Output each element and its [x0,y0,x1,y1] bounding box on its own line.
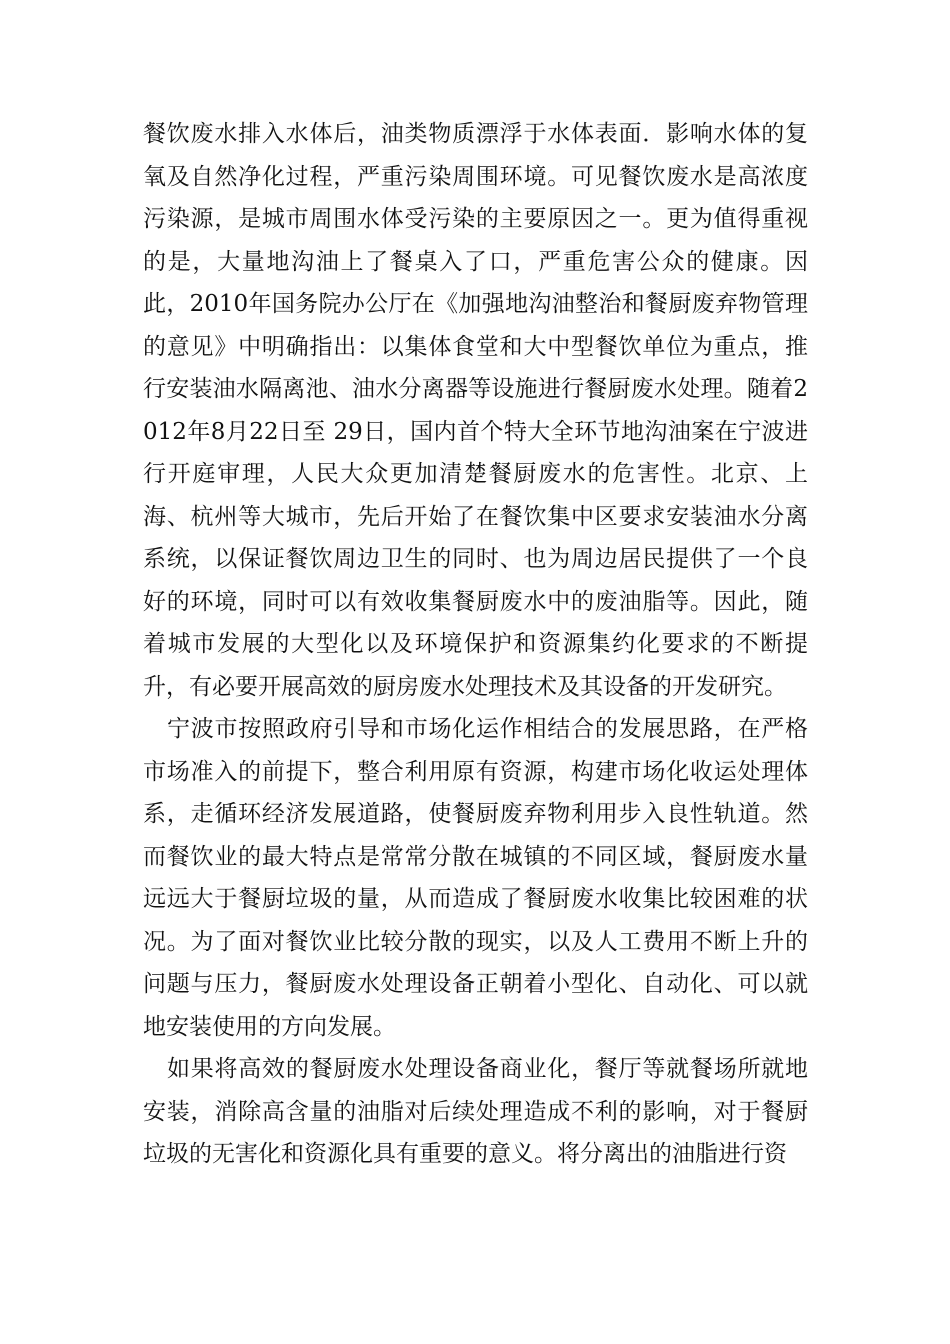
paragraph-2: 宁波市按照政府引导和市场化运作相结合的发展思路，在严格市场准入的前提下，整合利用原有资源，构建市场化收运处理体系，走循环经济发展道路，使餐厨废弃物利用步入良性轨道。然而餐饮业的最大特点是常常分散在城镇的不同区域，餐厨废水量远远大于餐厨垃圾的量，从而造成了餐厨废水收集比较困难的状况。为了面对餐饮业比较分散的现实，以及人工费用不断上升的问题与压力，餐厨废水处理设备正朝着小型化、自动化、可以就地安装使用的方向发展。 [143,716,808,1040]
paragraph-3: 如果将高效的餐厨废水处理设备商业化，餐厅等就餐场所就地安装，消除高含量的油脂对后续处理造成不利的影响，对于餐厨垃圾的无害化和资源化具有重要的意义。将分离出的油脂进行资 [143,1056,808,1167]
paragraph-1: 餐饮废水排入水体后，油类物质漂浮于水体表面．影响水体的复氧及自然净化过程，严重污染周围环境。可见餐饮废水是高浓度污染源，是城市周围水体受污染的主要原因之一。更为值得重视的是，大量地沟油上了餐桌入了口，严重危害公众的健康。因此，2010年国务院办公厅在《加强地沟油整治和餐厨废弃物管理的意见》中明确指出：以集体食堂和大中型餐饮单位为重点，推行安装油水隔离池、油水分离器等设施进行餐厨废水处理。随着2012年8月22日至 29日，国内首个特大全环节地沟油案在宁波进行开庭审理，人民大众更加清楚餐厨废水的危害性。北京、上海、杭州等大城市，先后开始了在餐饮集中区要求安装油水分离系统，以保证餐饮周边卫生的同时、也为周边居民提供了一个良好的环境，同时可以有效收集餐厨废水中的废油脂等。因此，随着城市发展的大型化以及环境保护和资源集约化要求的不断提升，有必要开展高效的厨房废水处理技术及其设备的开发研究。 [143,121,808,700]
document-body [143,113,808,1176]
